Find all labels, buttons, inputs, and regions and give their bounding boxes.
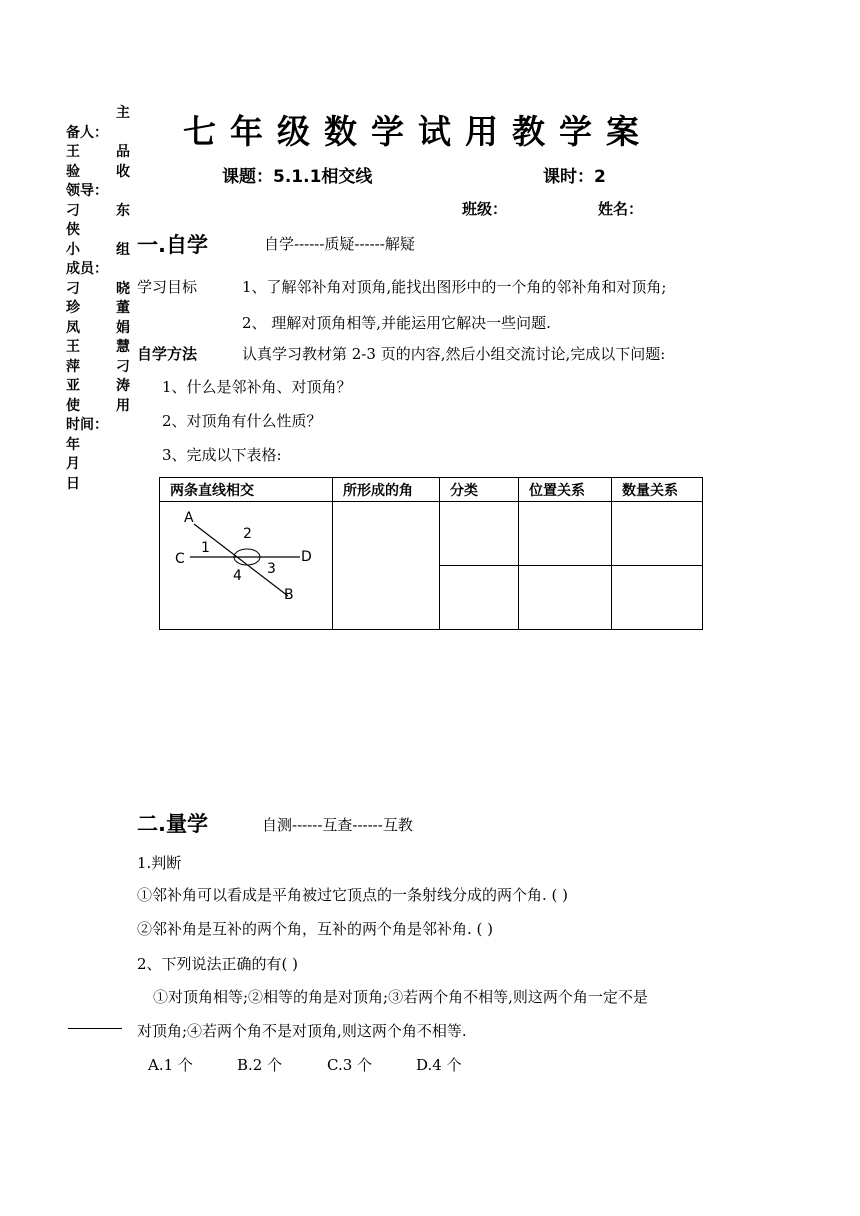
- sidebar-text: 萍: [66, 358, 80, 375]
- sidebar-line: [66, 163, 130, 183]
- table-cell: [440, 566, 519, 630]
- sidebar-text: 王: [66, 144, 80, 160]
- sidebar-text: 品: [116, 144, 130, 160]
- table-cell: [612, 566, 703, 630]
- sidebar-text: 小: [66, 241, 80, 258]
- label-angle-2: 2: [243, 526, 252, 542]
- sidebar-text: 侠: [66, 222, 80, 238]
- sidebar-line: [66, 475, 130, 495]
- sidebar-text: 慧: [116, 339, 130, 355]
- label-angle-4: 4: [233, 568, 242, 584]
- sidebar-text: 时间：: [66, 417, 108, 433]
- sidebar-text: 月: [66, 456, 80, 472]
- margin-rule: [68, 1028, 122, 1029]
- sidebar-line: [66, 416, 130, 436]
- method-label: 自学方法: [137, 345, 198, 363]
- figure-cell: [160, 502, 333, 630]
- sidebar-line: [66, 221, 130, 241]
- sidebar-line: [66, 124, 130, 144]
- table-cell: [333, 502, 440, 630]
- label-d: D: [301, 549, 312, 565]
- table-header: 分类: [440, 478, 519, 502]
- sidebar-text: 娟: [116, 319, 130, 336]
- staff-sidebar: [66, 104, 130, 494]
- sidebar-text: 验: [66, 163, 80, 180]
- sidebar-text: 亚: [66, 378, 80, 394]
- sidebar-text: 刁: [66, 280, 80, 297]
- sidebar-text: 东: [116, 202, 130, 219]
- table-header: 数量关系: [612, 478, 703, 502]
- sidebar-line: [66, 377, 130, 397]
- sidebar-text: 珍: [66, 300, 80, 316]
- sidebar-text: 王: [66, 339, 80, 355]
- sidebar-text: 年: [66, 436, 80, 453]
- sidebar-line: [66, 397, 130, 417]
- sidebar-line: [66, 260, 130, 280]
- table-header: 所形成的角: [333, 478, 440, 502]
- sidebar-line: [66, 338, 130, 358]
- lesson-topic: 课题：5.1.1相交线: [222, 167, 373, 187]
- table-header: 两条直线相交: [160, 478, 333, 502]
- label-a: A: [184, 510, 194, 526]
- table-cell: [519, 566, 612, 630]
- option-a: A.1 个: [148, 1056, 193, 1074]
- question-2-line-2: 对顶角;④若两个角不是对顶角,则这两个角不相等.: [137, 1022, 467, 1040]
- sidebar-line: [66, 436, 130, 456]
- sidebar-line: [66, 202, 130, 222]
- sidebar-text: 董: [116, 300, 130, 316]
- sidebar-text: 用: [116, 397, 130, 414]
- name-label: 姓名：: [598, 200, 644, 218]
- judge-title: 1.判断: [137, 854, 182, 872]
- label-c: C: [175, 551, 185, 567]
- table-cell: [519, 502, 612, 566]
- sidebar-line: [66, 280, 130, 300]
- sidebar-text: 刁: [66, 202, 80, 219]
- table-cell: [612, 502, 703, 566]
- table-header-row: [160, 478, 703, 502]
- page-title: 七年级数学试用教学案: [183, 112, 653, 151]
- table-header: 位置关系: [519, 478, 612, 502]
- option-d: D.4 个: [416, 1056, 462, 1074]
- line-ab: [194, 524, 288, 596]
- question-2: 2、对顶角有什么性质？: [162, 412, 322, 430]
- sidebar-line: [66, 319, 130, 339]
- sidebar-text: 成员：: [66, 261, 108, 277]
- section1-subtitle: 自学------质疑------解疑: [264, 235, 415, 253]
- judge-item-1: ①邻补角可以看成是平角被过它顶点的一条射线分成的两个角. ( ): [137, 886, 569, 904]
- sidebar-text: 凤: [66, 319, 80, 336]
- sidebar-text: 日: [66, 475, 80, 492]
- goal-2: 2、 理解对顶角相等,并能运用它解决一些问题.: [242, 314, 551, 332]
- method-text: 认真学习教材第 2-3 页的内容,然后小组交流讨论,完成以下问题:: [242, 345, 666, 363]
- table-row: [160, 502, 703, 566]
- sidebar-line: [66, 104, 130, 124]
- section2-heading: 二.量学: [137, 812, 208, 836]
- sidebar-text: 备人：: [66, 124, 108, 141]
- table-cell: [440, 502, 519, 566]
- sidebar-line: [66, 241, 130, 261]
- option-b: B.2 个: [237, 1056, 283, 1074]
- sidebar-text: 主: [116, 105, 130, 121]
- question-2-line-1: ①对顶角相等;②相等的角是对顶角;③若两个角不相等,则这两个角一定不是: [153, 988, 648, 1006]
- class-label: 班级：: [462, 200, 508, 218]
- sidebar-text: 组: [116, 241, 130, 258]
- option-c: C.3 个: [327, 1056, 373, 1074]
- sidebar-line: [66, 358, 130, 378]
- question-2-title: 2、下列说法正确的有( ): [137, 955, 299, 973]
- goal-label: 学习目标: [137, 278, 198, 296]
- section2-subtitle: 自测------互查------互教: [262, 816, 413, 834]
- sidebar-text: 领导：: [66, 183, 108, 199]
- sidebar-line: [66, 182, 130, 202]
- sidebar-text: 使: [66, 397, 80, 414]
- sidebar-line: [66, 455, 130, 475]
- intersecting-lines-figure: [160, 502, 332, 628]
- sidebar-text: 刁: [116, 358, 130, 375]
- sidebar-line: [66, 143, 130, 163]
- lesson-period: 课时：2: [543, 167, 606, 187]
- sidebar-text: 收: [116, 163, 130, 180]
- section1-heading: 一.自学: [137, 233, 208, 257]
- sidebar-text: 晓: [116, 280, 130, 297]
- judge-item-2: ②邻补角是互补的两个角，互补的两个角是邻补角. ( ): [137, 920, 494, 938]
- goal-1: 1、了解邻补角对顶角,能找出图形中的一个角的邻补角和对顶角;: [242, 278, 667, 296]
- sidebar-text: 涛: [116, 378, 130, 394]
- label-b: B: [284, 587, 294, 603]
- angle-table: [159, 477, 703, 630]
- label-angle-1: 1: [201, 540, 210, 556]
- sidebar-line: [66, 299, 130, 319]
- question-1: 1、什么是邻补角、对顶角？: [162, 378, 352, 396]
- question-3: 3、完成以下表格:: [162, 446, 282, 464]
- label-angle-3: 3: [267, 561, 276, 577]
